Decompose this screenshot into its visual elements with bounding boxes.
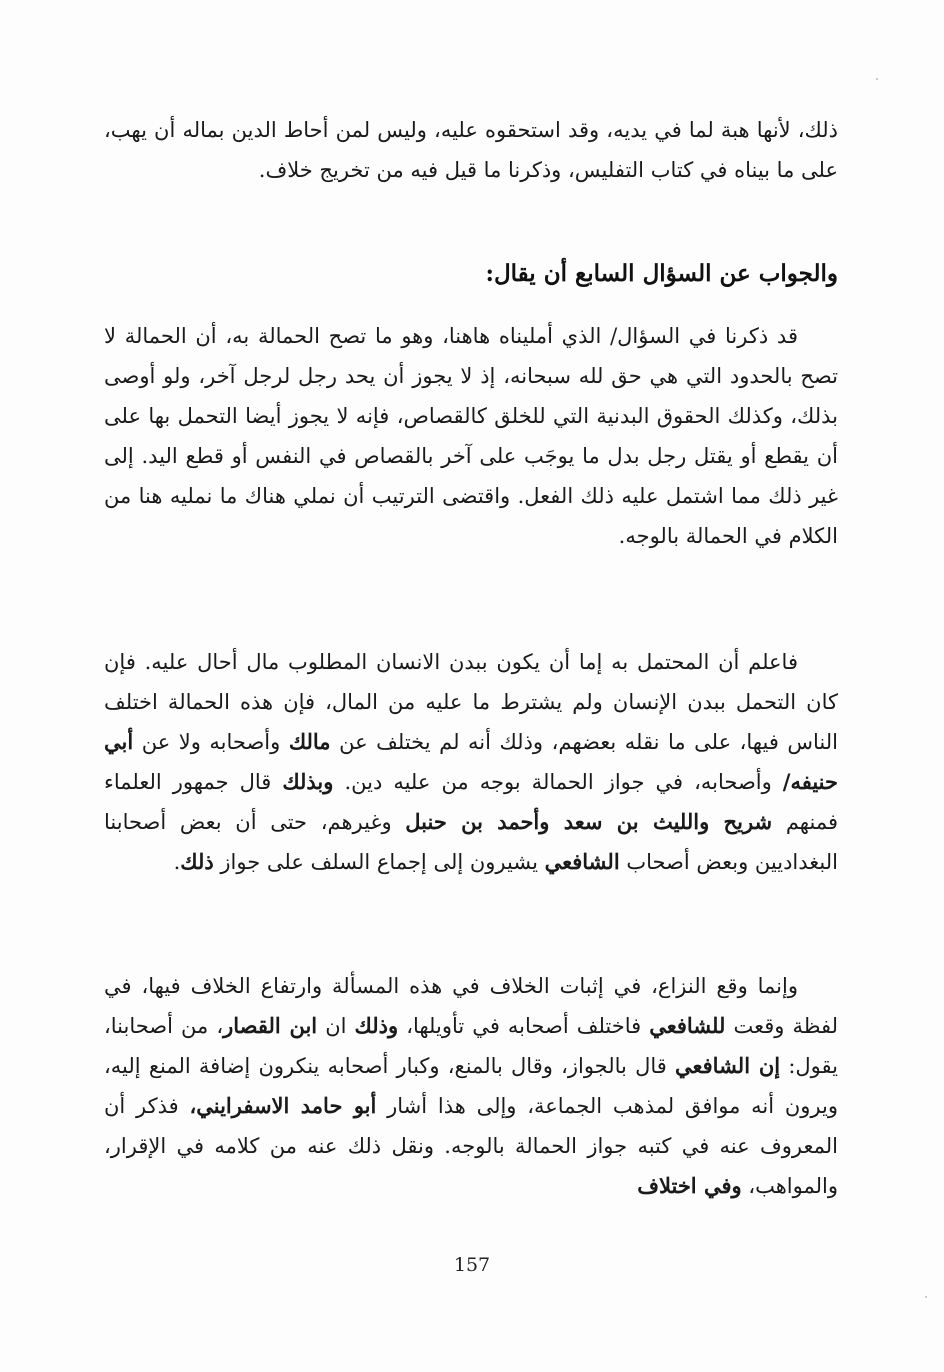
paragraph-1: ذلك، لأنها هبة لما في يديه، وقد استحقوه عليه، وليس لمن أحاط الدين بماله أن يهب، على ما بيناه في كتاب التفليس، وذكرنا ما قيل فيه من تخريج خلاف.	[104, 118, 838, 182]
name-abu-hamid: أبو حامد الاسفرايني،	[189, 1093, 377, 1118]
page-number: 157	[453, 1254, 491, 1276]
term-dhalik: ذلك	[180, 849, 214, 874]
name-shafii: الشافعي	[544, 849, 620, 874]
name-malik: مالك	[288, 729, 331, 754]
paragraph-3: فاعلم أن المحتمل به إما أن يكون ببدن الانسان المطلوب مال أحال عليه. فإن كان التحمل ببدن الإنسان ولم يشترط ما عليه من المال، فإن هذه الحمالة اختلف الناس فيها، على ما نقله بعضهم، وذلك أنه لم يختلف عن مالك وأصحابه ولا عن أبي حنيفه/ وأصحابه، في جواز الحمالة بوجه من عليه دين. وبذلك قال جمهور العلماء فمنهم شريح والليث بن سعد وأحمد بن حنبل وغيرهم، حتى أن بعض أصحابنا البغداديين وبعض أصحاب الشافعي يشيرون إلى إجماع السلف على جواز ذلك.	[104, 650, 838, 874]
names-scholars: شريح والليث بن سعد وأحمد بن حنبل	[405, 809, 773, 834]
paragraph-2: قد ذكرنا في السؤال/ الذي أمليناه هاهنا، وهو ما تصح الحمالة به، أن الحمالة لا تصح بالحدود التي هي حق لله سبحانه، إذ لا يجوز أن يحد رجل لرجل آخر، ولو أوصى بذلك، وكذلك الحقوق البدنية التي للخلق كالقصاص، فإنه لا يجوز أيضا التحمل بها على أن يقطع أو يقتل رجل بدل ما يوجَب على آخر بالقصاص في النفس أو قطع اليد. إلى غير ذلك مما اشتمل عليه ذلك الفعل. واقتضى الترتيب أن نملي هناك ما نمليه هنا من الكلام في الحمالة بالوجه.	[104, 324, 838, 548]
paragraph-4: وإنما وقع النزاع، في إثبات الخلاف في هذه المسألة وارتفاع الخلاف فيها، في لفظة وقعت للشافعي فاختلف أصحابه في تأويلها، وذلك ان ابن القصار، من أصحابنا، يقول: إن الشافعي قال بالجواز، وقال بالمنع، وكبار أصحابه ينكرون إضافة المنع إليه، ويرون أنه موافق لمذهب الجماعة، وإلى هذا أشار أبو حامد الاسفرايني، فذكر أن المعروف عنه في كتبه جواز الحمالة بالوجه. ونقل ذلك عنه من كلامه في الإقرار، والمواهب، وفي اختلاف	[104, 974, 838, 1198]
scan-speck	[925, 1296, 927, 1298]
name-inna-shafii: إن الشافعي	[675, 1053, 781, 1078]
name-ibn-al-qassar: ابن القصار	[223, 1013, 318, 1038]
term-wa-bidhalik: وبذلك	[282, 769, 334, 794]
scan-speck	[876, 78, 878, 80]
section-heading: والجواب عن السؤال السابع أن يقال:	[485, 260, 838, 287]
term-wa-fi-ikhtilaf: وفي اختلاف	[637, 1173, 742, 1198]
name-lil-shafii: للشافعي	[649, 1013, 726, 1038]
term-wa-dhalik: وذلك	[354, 1013, 399, 1038]
name-abu-hanifa: أبي حنيفه/	[104, 729, 838, 794]
